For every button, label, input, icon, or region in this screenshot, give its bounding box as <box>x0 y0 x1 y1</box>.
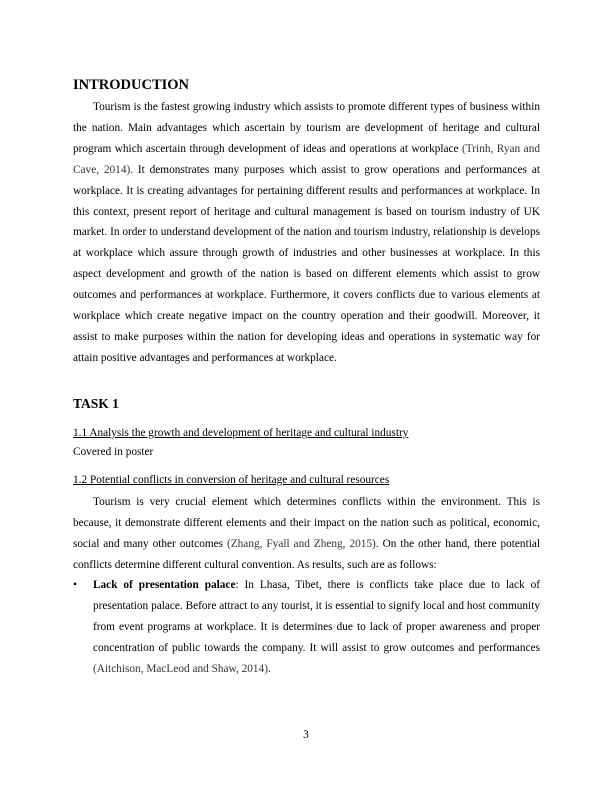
intro-text-b: . It demonstrates many purposes which assist to grow operations and performances at workplace. It is creating advantages for pertaining different results and performances at workplace. In this context, present report of heritage and cultural management is based on tourism industry of UK market. In order to understand development of the nation and tourism industry, relationship is develops at workplace which assure through growth of industries and other businesses at workplace. In this aspect development and growth of the nation is based on different elements which assist to grow outcomes and performances at workplace. Furthermore, it covers conflicts due to various elements at workplace which create negative impact on the country operation and their goodwill. Moreover, it assist to make purposes within the nation for developing ideas and operations in systematic way for attain positive advantages and performances at workplace. <box>73 163 540 364</box>
section-1-2-heading: 1.2 Potential conflicts in conversion of heritage and cultural resources <box>73 474 390 486</box>
section-1-1-note: Covered in poster <box>73 446 154 458</box>
section-text-b: . On the other hand, there potential conflicts determine different cultural convention. As results, such are as follows: <box>73 537 540 571</box>
section-text-a: Tourism is very crucial element which determines conflicts within the environment. This is because, it demonstrate different elements and their impact on the nation such as political, economic, social and many other outcomes <box>73 496 540 550</box>
citation-zhang: (Zhang, Fyall and Zheng, 2015) <box>227 537 376 550</box>
citation-trinh: (Trinh, Ryan and Cave, 2014) <box>73 142 540 176</box>
task1-heading: TASK 1 <box>73 396 119 411</box>
page-number: 3 <box>303 729 309 741</box>
section-1-1-heading: 1.1 Analysis the growth and development of heritage and cultural industry <box>73 427 409 439</box>
bullet-text <box>93 575 540 680</box>
intro-text-a: Tourism is the fastest growing industry which assists to promote different types of business within the nation. Main advantages which ascertain by tourism are development of heritage and cultural program which ascertain through development of ideas and operations at workplace <box>73 101 540 155</box>
bullet-icon: • <box>73 579 77 591</box>
bullet-title: Lack of presentation palace <box>93 579 236 591</box>
citation-aitchison: (Aitchison, MacLeod and Shaw, 2014) <box>93 662 268 675</box>
introduction-heading: INTRODUCTION <box>73 77 190 93</box>
bullet-end: . <box>267 662 271 675</box>
bullet-body: : In Lhasa, Tibet, there is conflicts take place due to lack of presentation palace. Before attract to any tourist, it is essential to signify local and host community from event programs at workplace. It is determines due to lack of proper awareness and proper concentration of public towards the company. It will assist to grow outcomes and performances <box>93 579 540 654</box>
introduction-paragraph <box>73 97 540 369</box>
section-1-2-paragraph <box>73 492 540 576</box>
